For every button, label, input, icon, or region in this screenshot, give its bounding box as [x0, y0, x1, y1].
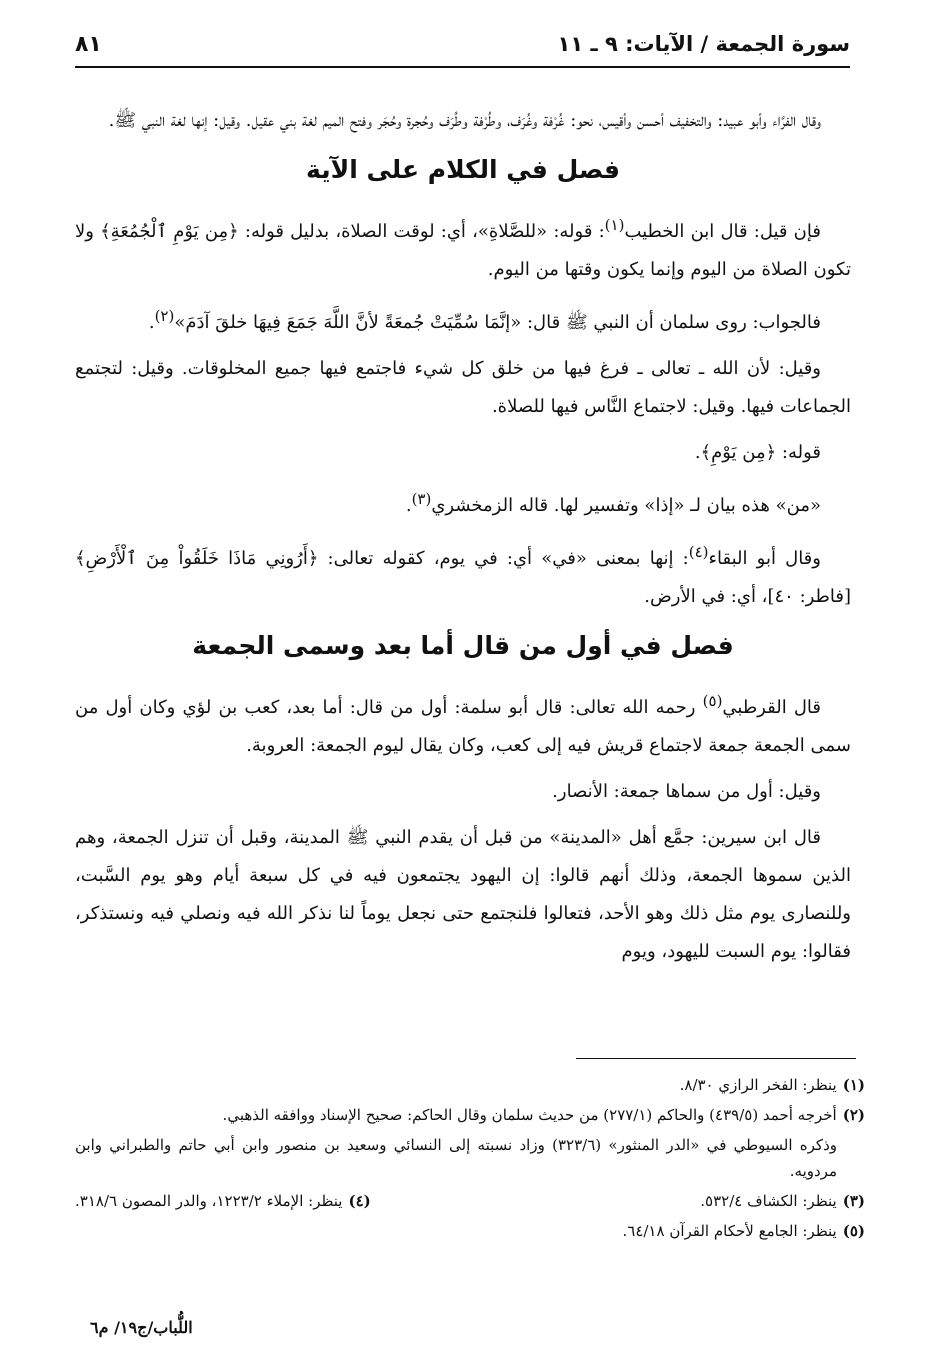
paragraph	[75, 297, 851, 342]
paragraph	[75, 533, 851, 616]
footnote-number: (٣)	[842, 1192, 865, 1210]
footnote-number: (١)	[842, 1076, 865, 1094]
footnote-number: (٢)	[842, 1106, 865, 1124]
footnote	[700, 1188, 865, 1214]
footnote-number: (٥)	[842, 1222, 865, 1240]
footnote-ref[interactable]: (٤)	[688, 543, 709, 561]
footnote-text: ينظر: الكشاف ٥٣٢/٤.	[700, 1192, 837, 1210]
running-header	[75, 30, 850, 74]
paragraph-text: .	[148, 312, 155, 333]
footnote	[75, 1102, 865, 1128]
section-heading: فصل في الكلام على الآية	[306, 155, 620, 184]
paragraph-text: فالجواب: روى سلمان أن النبي ﷺ قال: «إنَّمَا سُمِّيَتْ جُمعَةً لأنَّ اللَّهَ جَمَعَ فِيهَا خلقَ آدَمَ»	[174, 312, 821, 333]
paragraph: وقيل: لأن الله ـ تعالى ـ فرغ فيها من خلق كل شيء فاجتمع فيها جميع المخلوقات. وقيل: لتجتمع الجماعات فيها. وقيل: لاجتماع النَّاس فيها للصلاة.	[75, 358, 851, 417]
section-heading: فصل في أول من قال أما بعد وسمى الجمعة	[192, 631, 734, 660]
footnote-continuation: وذكره السيوطي في «الدر المنثور» (٣٢٣/٦) وزاد نسبته إلى النسائي وسعيد بن منصور وابن أبي حاتم والطبراني وابن مردويه.	[75, 1136, 837, 1180]
header-rule	[75, 66, 850, 68]
footnote-ref[interactable]: (١)	[604, 216, 625, 234]
paragraph	[75, 480, 851, 525]
paragraph-text: : قوله: «للصَّلاةِ»، أي: لوقت الصلاة، بدليل قوله: ﴿مِن يَوْمِ ٱلْجُمُعَةِ﴾ ولا تكون الصلاة من اليوم وإنما يكون وقتها من اليوم.	[75, 221, 851, 280]
header-title: سورة الجمعة / الآيات: ٩ ـ ١١	[557, 32, 850, 56]
footnote-ref[interactable]: (٢)	[154, 307, 175, 325]
paragraph-text: : إنها بمعنى «في» أي: في يوم، كقوله تعالى: ﴿أَرُونِي مَاذَا خَلَقُواْ مِنَ ٱلْأَرْضِ﴾ [فاطر: ٤٠]، أي: في الأرض.	[75, 548, 851, 607]
footnote	[75, 1218, 865, 1244]
paragraph: وقيل: أول من سماها جمعة: الأنصار.	[552, 781, 821, 802]
paragraph: قوله: ﴿مِن يَوْمِ﴾.	[694, 442, 821, 463]
footnote-text: ينظر: الفخر الرازي ٨/٣٠.	[679, 1076, 837, 1094]
footnote-ref[interactable]: (٣)	[411, 490, 432, 508]
footnote-number: (٤)	[348, 1192, 371, 1210]
paragraph-text: .	[405, 495, 412, 516]
footnote-row	[75, 1188, 865, 1214]
paragraph: قال ابن سيرين: جمَّع أهل «المدينة» من قبل أن يقدم النبي ﷺ المدينة، وقبل أن تنزل الجمعة، وهم الذين سموها الجمعة، وذلك أنهم قالوا: إن اليهود يجتمعون فيه في كل سبعة أيام وهو يوم السَّبت، وللنصارى يوم مثل ذلك وهو الأحد، فتعالوا فلنجتمع حتى نجعل يوماً لنا نذكر الله فيه ونصلي فيه ونستذكر، فقالوا: يوم السبت لليهود، ويوم	[75, 827, 851, 962]
paragraph-text: وقال أبو البقاء	[708, 548, 821, 569]
footnotes	[75, 1072, 865, 1248]
footnote	[75, 1072, 865, 1098]
footnote-ref[interactable]: (٥)	[702, 692, 723, 710]
paragraph-text: فإن قيل: قال ابن الخطيب	[624, 221, 821, 242]
signature-mark: اللُّباب/ج١٩/ م٦	[90, 1318, 193, 1337]
footnote-text: ينظر: الإملاء ١٢٢٣/٢، والدر المصون ٣١٨/٦.	[75, 1192, 343, 1210]
paragraph-text: «من» هذه بيان لـ «إذا» وتفسير لها. قاله الزمخشري	[431, 495, 821, 516]
footnote-text: ينظر: الجامع لأحكام القرآن ٦٤/١٨.	[622, 1222, 837, 1240]
paragraph	[75, 682, 851, 765]
main-text	[75, 102, 851, 979]
paragraph-text: قال القرطبي	[722, 697, 822, 718]
footnote-text: أخرجه أحمد (٤٣٩/٥) والحاكم (٢٧٧/١) من حديث سلمان وقال الحاكم: صحيح الإسناد ووافقه الذهبي.	[222, 1106, 837, 1124]
paragraph	[75, 206, 851, 289]
page-number: ٨١	[75, 32, 102, 57]
paragraph-text: رحمه الله تعالى: قال أبو سلمة: أول من قال: أما بعد، كعب بن لؤي وكان أول من سمى الجمعة جمعة لاجتماع قريش فيه إلى كعب، وكان يقال ليوم الجمعة: العروبة.	[75, 697, 851, 756]
footnote	[75, 1188, 371, 1214]
footnote-separator	[576, 1058, 856, 1059]
paragraph: وقال الفرَّاء وأبو عبيد: والتخفيف أحسن وأقيس، نحو: غُرْفة وغُرَف، وطُرْفة وطُرَف وحُجرة وحُجَر وفتح الميم لغة بني عقيل. وقيل: إنها لغة النبي ﷺ.	[108, 110, 821, 131]
